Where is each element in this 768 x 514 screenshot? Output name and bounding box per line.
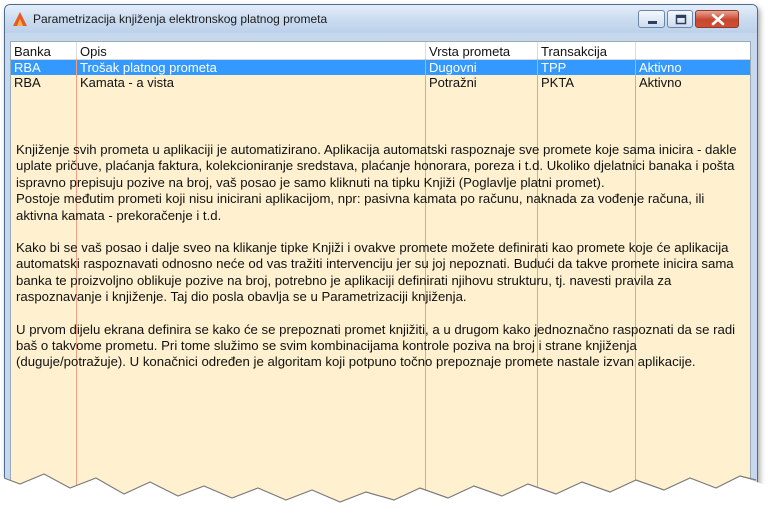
cell-opis: Trošak platnog prometa: [80, 60, 217, 75]
column-header-banka[interactable]: Banka: [14, 44, 51, 59]
column-header-opis[interactable]: Opis: [80, 44, 107, 59]
cell-transakcija: PKTA: [541, 75, 574, 90]
cell-transakcija: TPP: [541, 60, 567, 75]
cell-opis: Kamata - a vista: [80, 75, 174, 90]
help-paragraph: Kako bi se vaš posao i dalje sveo na klikanje tipke Knjiži i ovakve promete možete definirati kao promete koje će aplikacija automatski raspoznavati odnosno neće od vas tražiti intervenciju jer su joj nepoznati. Budući da takve promete inicira sama banka te proizvoljno oblikuje pozive na broj, potrebno je aplikaciji definirati njihovu strukturu, tj. navesti pravila za raspoznavanje i knjiženje. Taj dio posla obavlja se u Parametrizaciji knjiženja.: [16, 240, 734, 305]
help-paragraph: Postoje međutim prometi koji nisu inicirani aplikacijom, npr: pasivna kamata po računu, naknada za vođenje računa, ili aktivna kamata - prekoračenje i t.d.: [16, 191, 705, 223]
help-paragraph: U prvom dijelu ekrana definira se kako će se prepoznati promet knjižiti, a u drugom kako jednoznačno raspoznati da se radi baš o takvome prometu. Pri tome služimo se svim kombinacijama kontrole poziva na broj i strane knjiženja (duguje/potražuje). U konačnici određen je algoritam koji potpuno točno prepoznaje promete nastale izvan aplikacije.: [16, 321, 736, 370]
column-header-vrsta-prometa[interactable]: Vrsta prometa: [429, 44, 511, 59]
window-title: Parametrizacija knjiženja elektronskog platnog prometa: [33, 12, 328, 26]
cell-vrsta-prometa: Dugovni: [429, 60, 477, 75]
cell-vrsta-prometa: Potražni: [429, 75, 477, 90]
cell-status: Aktivno: [639, 75, 682, 90]
cell-status: Aktivno: [639, 60, 682, 75]
cell-banka: RBA: [14, 60, 41, 75]
column-header-transakcija[interactable]: Transakcija: [541, 44, 607, 59]
help-paragraph: Knjiženje svih prometa u aplikaciji je automatizirano. Aplikacija automatski raspoznaje sve promete koje sama inicira - dakle uplate pričuve, plaćanja faktura, kolekcioniranje sredstava, plaćanje honorara, poreza i t.d. Ukoliko djelatnici banaka i pošta ispravno prepisuju pozive na broj, vaš posao je samo kliknuti na tipku Knjiži (Poglavlje platni promet).: [16, 142, 737, 190]
cell-banka: RBA: [14, 75, 41, 90]
